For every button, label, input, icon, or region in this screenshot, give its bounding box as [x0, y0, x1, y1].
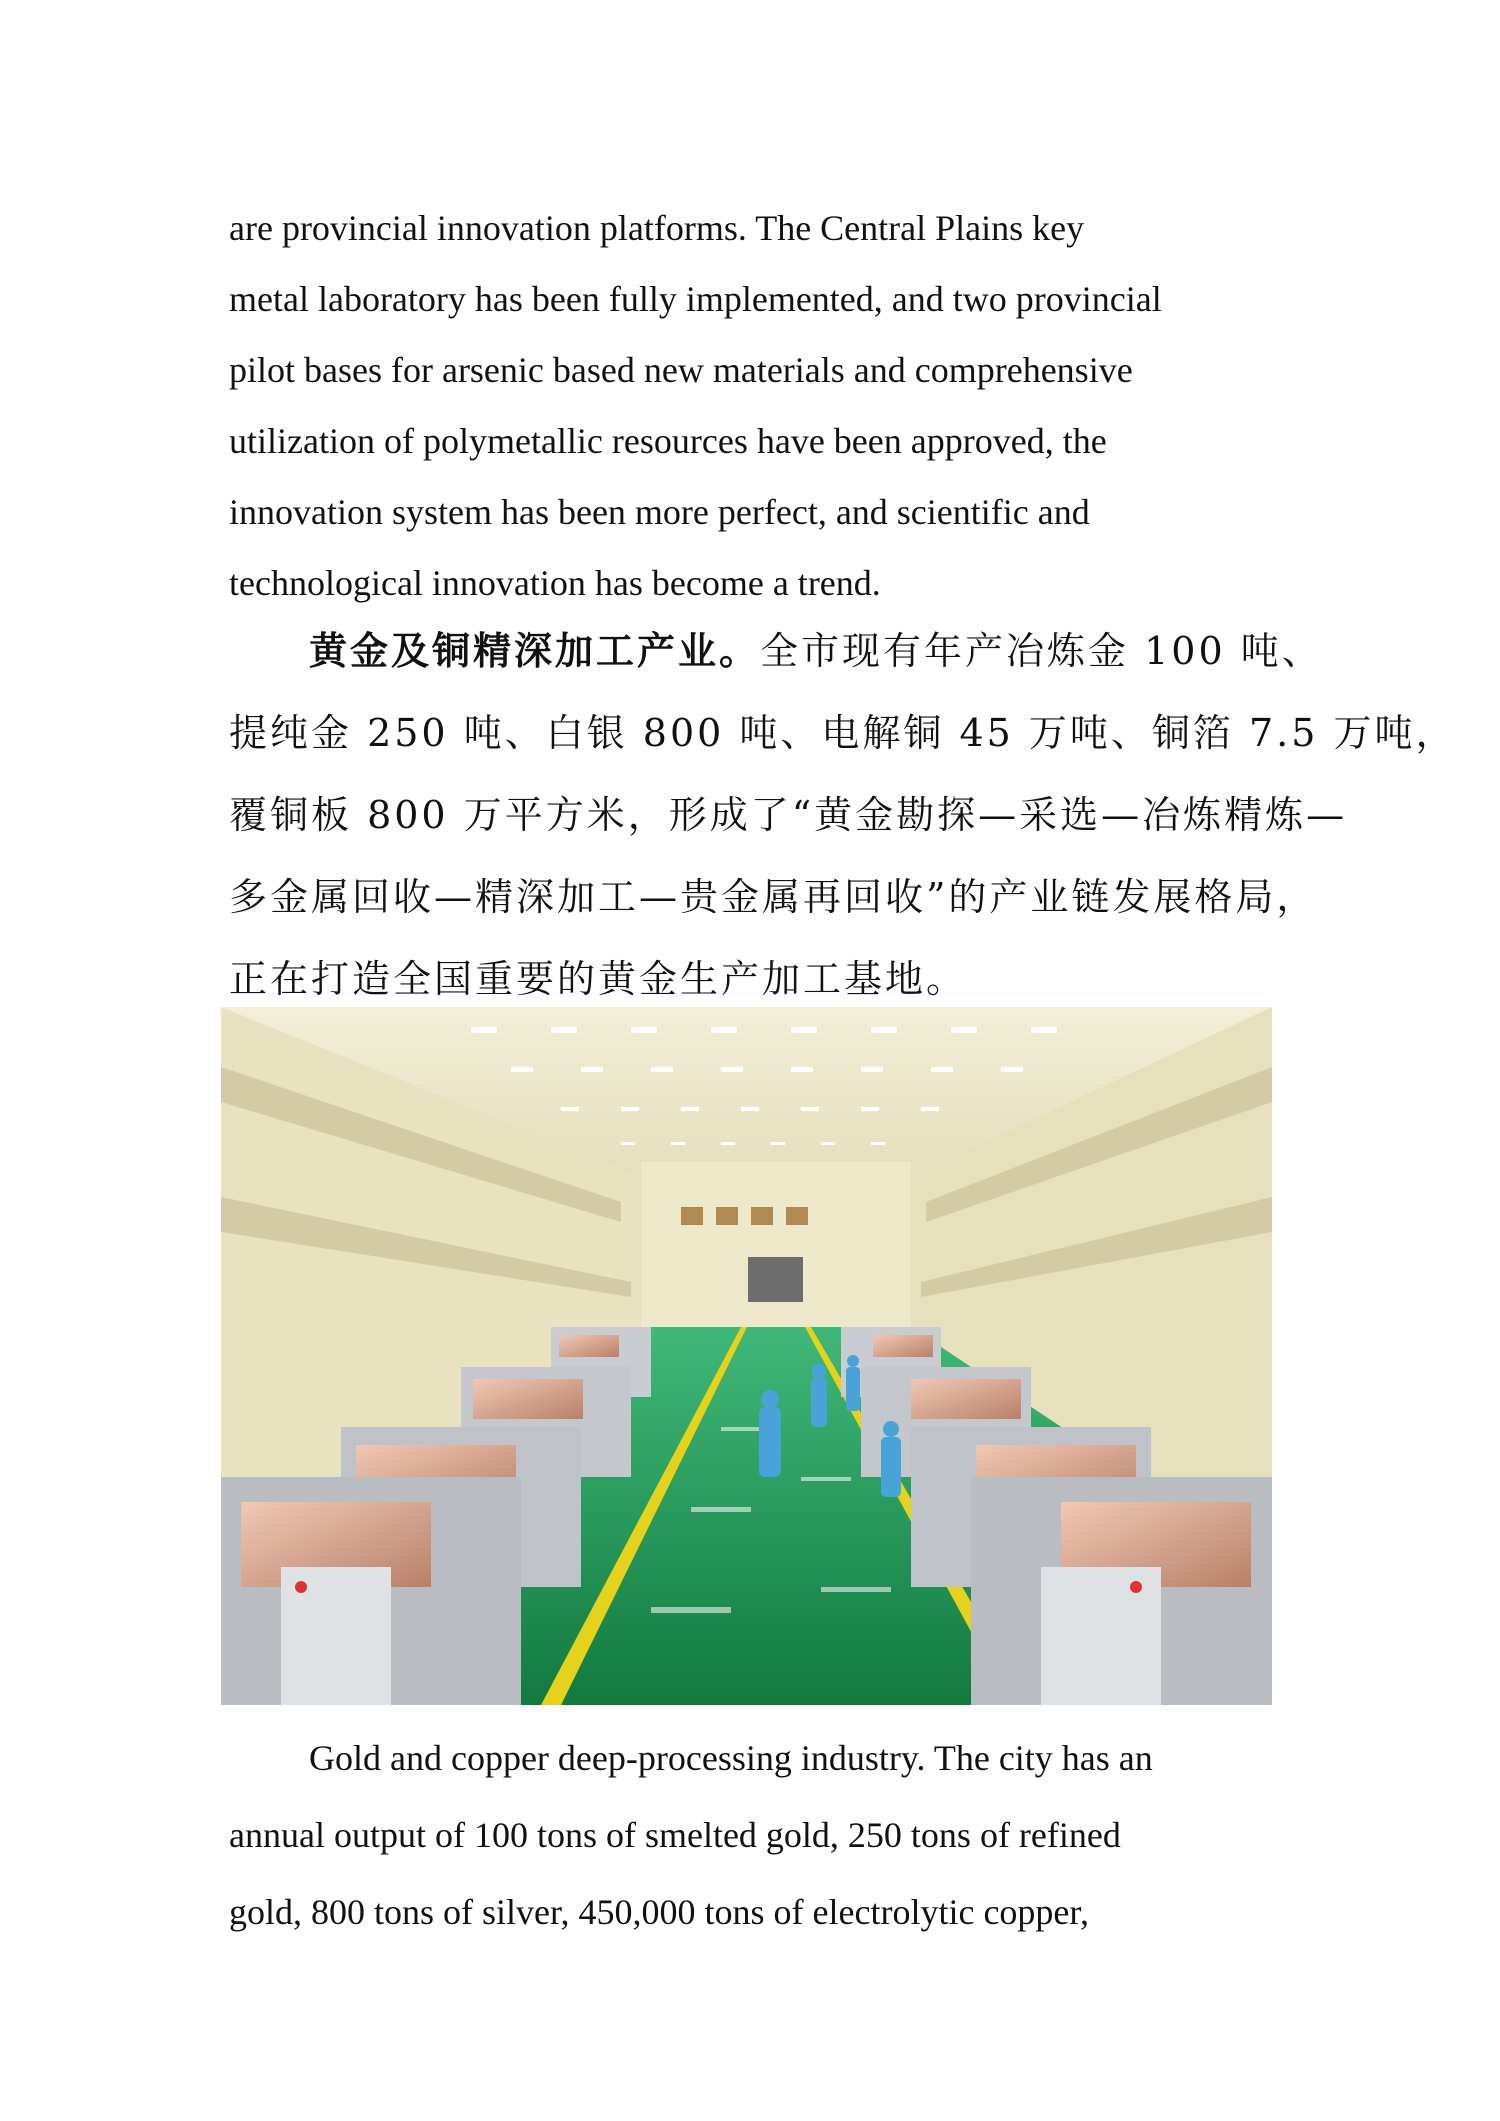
paragraph-gold-copper-chinese [229, 610, 1457, 1020]
text-line: metal laboratory has been fully implemented, and two provincial [229, 279, 1162, 319]
text-line: 正在打造全国重要的黄金生产加工基地。 [229, 957, 968, 1001]
text-line: 多金属回收—精深加工—贵金属再回收”的产业链发展格局， [229, 875, 1318, 919]
text-line: 覆铜板 800 万平方米，形成了“黄金勘探—采选—冶炼精炼— [229, 793, 1348, 837]
text-line: technological innovation has become a trend. [229, 563, 881, 603]
text-line: gold, 800 tons of silver, 450,000 tons of electrolytic copper, [229, 1892, 1089, 1932]
paragraph-innovation-platforms [229, 193, 1309, 619]
text-line: innovation system has been more perfect, and scientific and [229, 492, 1090, 532]
section-heading: 黄金及铜精深加工产业。 [309, 628, 761, 673]
text-line-first [229, 610, 1323, 692]
text-line: 提纯金 250 吨、白银 800 吨、电解铜 45 万吨、铜箔 7.5 万吨， [229, 711, 1457, 755]
text-line-rest: 全市现有年产冶炼金 100 吨、 [760, 629, 1323, 673]
text-line: Gold and copper deep-processing industry. The city has an [309, 1738, 1153, 1778]
text-line: annual output of 100 tons of smelted gold, 250 tons of refined [229, 1815, 1121, 1855]
text-line: utilization of polymetallic resources have been approved, the [229, 421, 1107, 461]
factory-hall-photo [221, 1007, 1272, 1705]
text-line: pilot bases for arsenic based new materials and comprehensive [229, 350, 1133, 390]
paragraph-gold-copper-english [229, 1720, 1309, 1951]
text-line: are provincial innovation platforms. The Central Plains key [229, 208, 1085, 248]
